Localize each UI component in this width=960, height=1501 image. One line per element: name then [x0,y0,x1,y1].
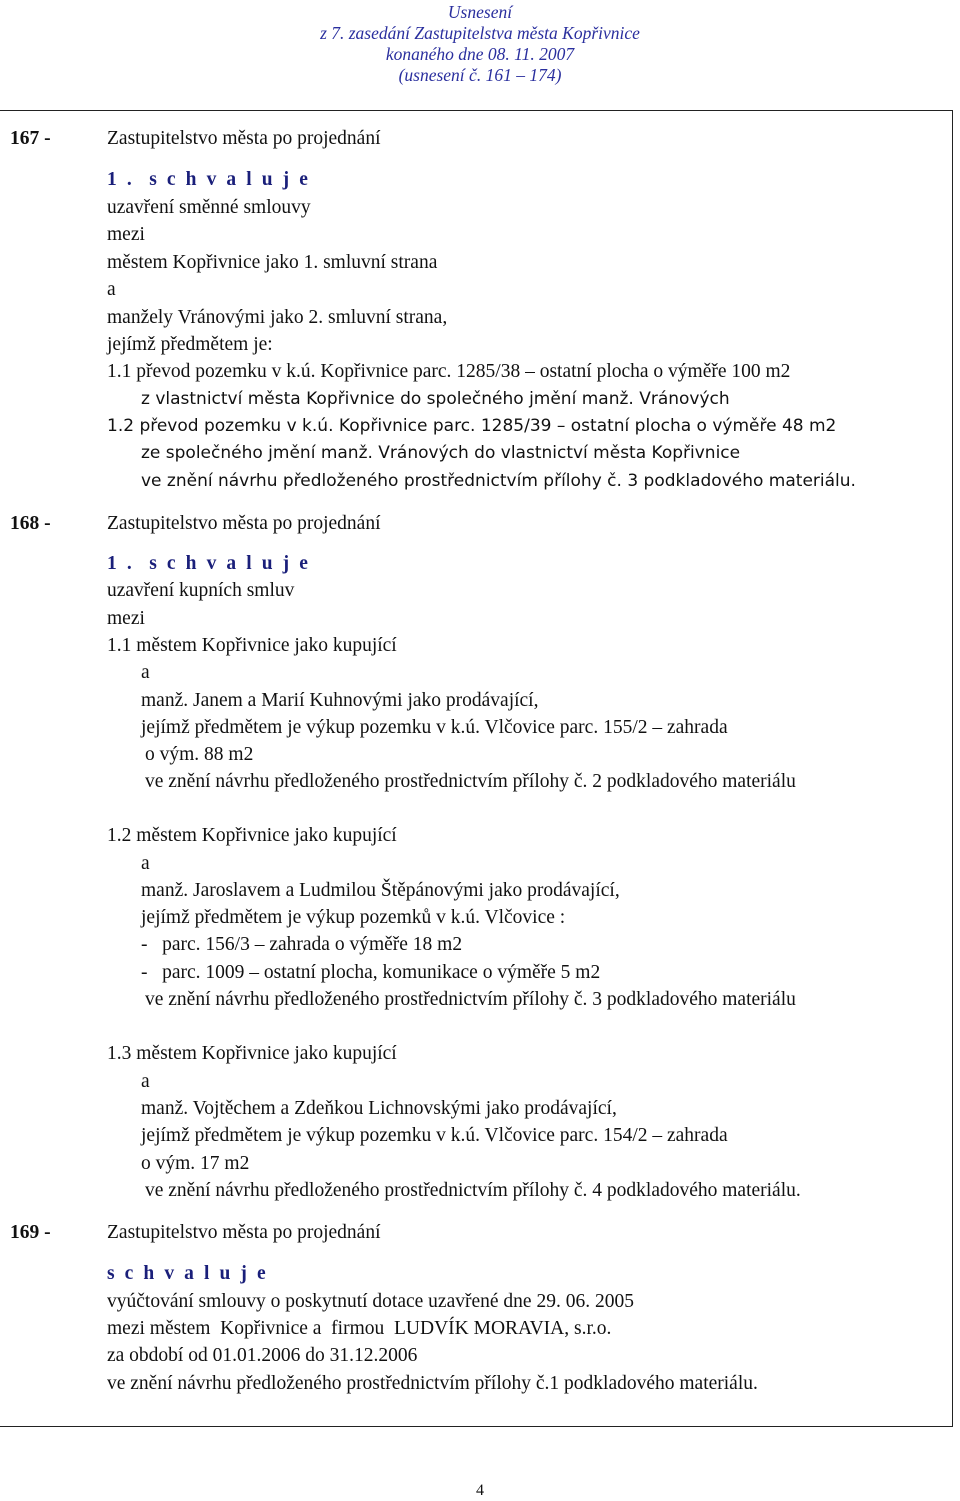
resolution-line: jejímž předmětem je výkup pozemku v k.ú. Vlčovice parc. 155/2 – zahrada [141,717,728,738]
resolution-line: manž. Vojtěchem a Zdeňkou Lichnovskými jako prodávající, [141,1098,617,1119]
header-line-range: (usnesení č. 161 – 174) [398,65,562,85]
resolution-line: 1.1 městem Kopřivnice jako kupující [107,635,397,656]
resolution-line: 1.2 městem Kopřivnice jako kupující [107,825,397,846]
resolution-line: za období od 01.01.2006 do 31.12.2006 [107,1345,418,1366]
resolution-line: ve znění návrhu předloženého prostřednictvím přílohy č. 3 podkladového materiálu [145,989,796,1010]
resolution-line: o vým. 17 m2 [141,1153,250,1174]
resolution-line: - parc. 156/3 – zahrada o výměře 18 m2 [141,934,463,955]
resolution-intro: Zastupitelstvo města po projednání [107,513,381,534]
resolution-line: a [141,662,150,683]
resolution-line: manž. Jaroslavem a Ludmilou Štěpánovými jako prodávající, [141,880,620,901]
resolution-line: uzavření kupních smluv [107,580,295,601]
resolution-line: mezi městem Kopřivnice a firmou LUDVÍK MORAVIA, s.r.o. [107,1318,612,1339]
resolution-line: 1.1 převod pozemku v k.ú. Kopřivnice parc. 1285/38 – ostatní plocha o výměře 100 m2 [107,361,791,382]
resolution-line: ve znění návrhu předloženého prostřednictvím přílohy č. 2 podkladového materiálu [145,771,796,792]
approves-heading: s c h v a l u j e [107,1263,269,1284]
resolution-line: jejímž předmětem je: [107,334,273,355]
resolution-line: manžely Vránovými jako 2. smluvní strana, [107,307,448,328]
resolution-line: manž. Janem a Marií Kuhnovými jako prodávající, [141,690,539,711]
resolution-line: ve znění návrhu předloženého prostřednictvím přílohy č. 4 podkladového materiálu. [145,1180,801,1201]
resolution-number: 168 - [10,513,51,534]
resolution-line: z vlastnictví města Kopřivnice do společného jmění manž. Vránových [141,389,730,409]
resolution-line: vyúčtování smlouvy o poskytnutí dotace uzavřené dne 29. 06. 2005 [107,1291,634,1312]
resolution-line: uzavření směnné smlouvy [107,197,311,218]
header-line-session: z 7. zasedání Zastupitelstva města Kopřivnice [320,23,640,43]
resolution-line: městem Kopřivnice jako 1. smluvní strana [107,252,438,273]
resolution-line: a [141,1071,150,1092]
resolution-intro: Zastupitelstvo města po projednání [107,128,381,149]
approves-heading: 1 . s c h v a l u j e [107,169,311,190]
page-number: 4 [476,1482,484,1499]
resolution-line: - parc. 1009 – ostatní plocha, komunikace o výměře 5 m2 [141,962,601,983]
resolution-line: jejímž předmětem je výkup pozemků v k.ú. Vlčovice : [141,907,566,928]
resolution-line: o vým. 88 m2 [145,744,254,765]
resolution-line: ve znění návrhu předloženého prostřednictvím přílohy č.1 podkladového materiálu. [107,1373,758,1394]
resolution-number: 169 - [10,1222,51,1243]
resolution-line: mezi [107,224,145,245]
resolution-line: ve znění návrhu předloženého prostřednictvím přílohy č. 3 podkladového materiálu. [141,471,856,491]
resolution-number: 167 - [10,128,51,149]
resolution-line: mezi [107,608,145,629]
resolution-line: 1.3 městem Kopřivnice jako kupující [107,1043,397,1064]
resolution-line: a [107,279,116,300]
header-line-title: Usnesení [447,2,513,22]
resolution-line: jejímž předmětem je výkup pozemku v k.ú. Vlčovice parc. 154/2 – zahrada [141,1125,728,1146]
resolution-intro: Zastupitelstvo města po projednání [107,1222,381,1243]
resolution-line: ze společného jmění manž. Vránových do vlastnictví města Kopřivnice [141,443,741,463]
header-line-date: konaného dne 08. 11. 2007 [385,44,575,64]
approves-heading: 1 . s c h v a l u j e [107,553,311,574]
resolution-line: a [141,853,150,874]
resolution-line: 1.2 převod pozemku v k.ú. Kopřivnice parc. 1285/39 – ostatní plocha o výměře 48 m2 [107,416,837,436]
